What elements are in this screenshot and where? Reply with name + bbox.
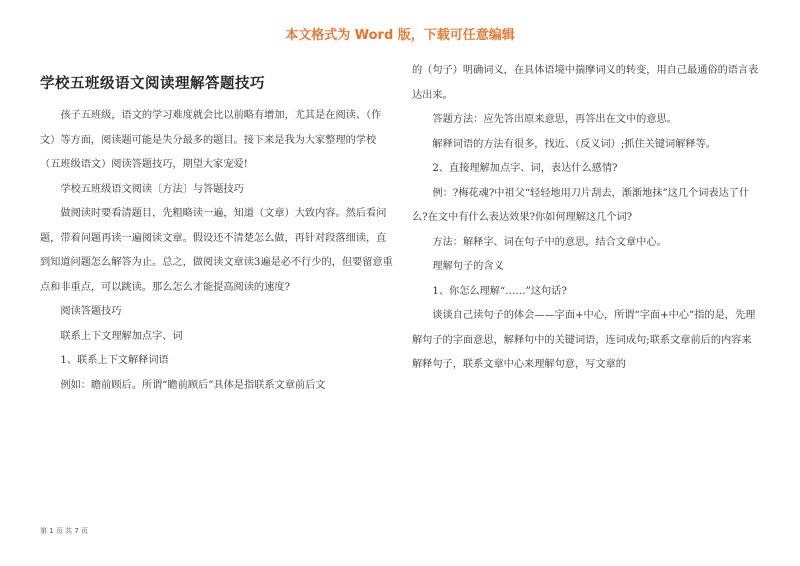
item-1-explain-words: 1、联系上下文解释词语 (60, 355, 169, 366)
word-format-banner: 本文格式为 Word 版，下载可任意编辑 (285, 28, 515, 43)
method-paragraph: 方法：解释字、词在句子中的意思，结合文章中心。 (432, 236, 667, 248)
item-1-understand-sentence: 1、你怎么理解“……”这句话? (432, 285, 567, 297)
word-explain-methods: 解释词语的方法有很多，找近、（反义词）;抓住关键词解释等。 (432, 138, 716, 150)
subheading-context-words: 联系上下文理解加点字、词 (60, 330, 183, 342)
section-heading-sentence-meaning: 理解句子的含义 (432, 261, 504, 272)
sentence-explain-paragraph: 谈谈自己读句子的体会——字面+中心，所谓“字面+中心”指的是，先理解句子的字面意思，解释句中的关键词语，连词成句;联系文章前后的内容来解释句子，联系文章中心来理解句意，写文章的 (412, 310, 756, 370)
page-number-footer: 第 1 页 共 7 页 (40, 527, 89, 535)
answer-method-paragraph: 答题方法：应先答出原来意思，再答出在文中的意思。 (432, 114, 677, 125)
reading-method-paragraph: 做阅读时要看清题目，先粗略读一遍，知道（文章）大致内容。然后看问题，带着问题再读一遍阅读文章。假设还不清楚怎么做，再针对段落细读，直到知道问题怎么解答为止。总之，做阅读文章读3遍是必不行少的，但要留意重点和非重点，可以跳读。那么怎么才能提高阅读的速度? (40, 208, 393, 293)
item-2-heading: 2、直接理解加点字、词，表达什么感情? (432, 163, 618, 174)
intro-paragraph: 孩子五班级，语文的学习难度就会比以前略有增加，尤其是在阅读、（作文）等方面，阅读题可能是失分最多的题目。接下来是我为大家整理的学校（五班级语文）阅读答题技巧，期望大家宠爱! (40, 110, 382, 170)
section-heading-tips: 阅读答题技巧 (60, 306, 122, 317)
example-paragraph: 例如：瞻前顾后。所谓“瞻前顾后”具体是指联系文章前后文 (60, 379, 326, 391)
example-plum-blossom: 例：?梅花魂?中祖父“轻轻地用刀片刮去，渐渐地抹”这几个词表达了什么?在文中有什么表达效果?你如何理解这几个词? (412, 187, 750, 223)
section-heading-methods: 学校五班级语文阅读〔方法〕与答题技巧 (60, 183, 244, 195)
left-column (40, 104, 395, 398)
document-title: 学校五班级语文阅读理解答题技巧 (40, 75, 265, 92)
right-column (412, 59, 760, 378)
continuation-paragraph: 的（句子）明确词义，在具体语境中揣摩词义的转变，用自己最通俗的语言表达出来。 (412, 65, 759, 101)
